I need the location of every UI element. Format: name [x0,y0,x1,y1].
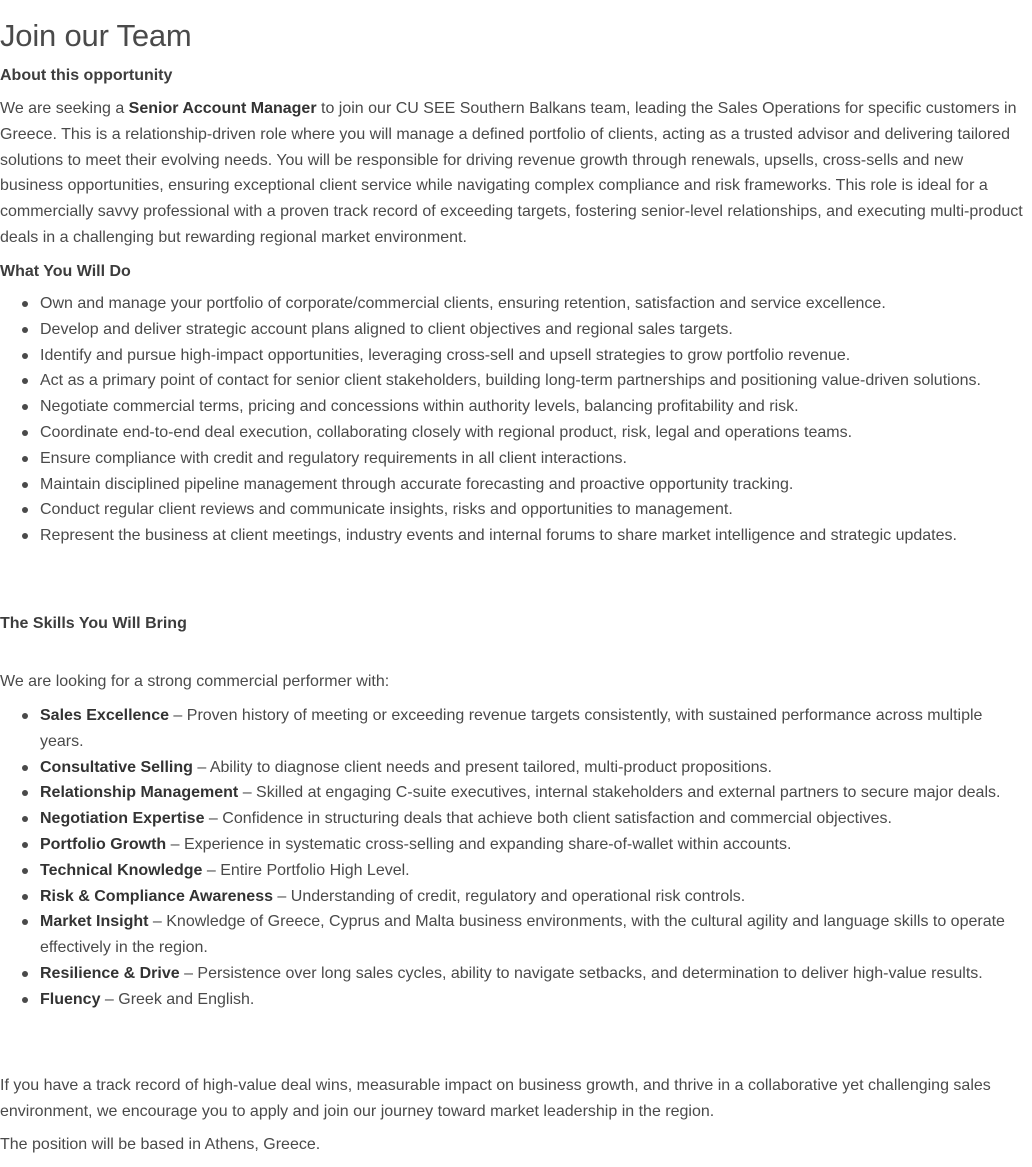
skill-desc: – Understanding of credit, regulatory and operational risk controls. [272,887,746,905]
list-item: Coordinate end-to-end deal execution, collaborating closely with regional product, risk, legal and operations teams. [0,420,1030,446]
list-item: Represent the business at client meetings, industry events and internal forums to share market intelligence and strategic updates. [0,523,1030,549]
list-item [0,806,1030,832]
skill-desc: – Skilled at engaging C-suite executives, internal stakeholders and external partners to secure major deals. [238,784,1001,802]
list-item: Maintain disciplined pipeline management through accurate forecasting and proactive opportunity tracking. [0,472,1030,498]
about-intro-before: We are seeking a [0,100,129,117]
list-item: Develop and deliver strategic account plans aligned to client objectives and regional sales targets. [0,317,1030,343]
list-item [0,961,1030,987]
page-title: Join our Team [0,18,192,53]
list-item: Identify and pursue high-impact opportunities, leveraging cross-sell and upsell strategies to grow portfolio revenue. [0,343,1030,369]
skill-term: Risk & Compliance Awareness [40,887,273,905]
list-item [0,780,1030,806]
list-item: Conduct regular client reviews and communicate insights, risks and opportunities to management. [0,497,1030,523]
list-item [0,909,1030,961]
list-item: Own and manage your portfolio of corporate/commercial clients, ensuring retention, satisfaction and service excellence. [0,291,1030,317]
list-item [0,884,1030,910]
list-item: Act as a primary point of contact for senior client stakeholders, building long-term partnerships and positioning value-driven solutions. [0,368,1030,394]
skill-term: Portfolio Growth [40,835,167,853]
list-item [0,858,1030,884]
skill-term: Negotiation Expertise [40,810,205,828]
skills-lead: We are looking for a strong commercial performer with: [0,673,390,690]
skill-desc: – Entire Portfolio High Level. [202,861,410,879]
skill-term: Resilience & Drive [40,964,180,982]
skill-desc: – Proven history of meeting or exceeding revenue targets consistently, with sustained performance across multiple years. [40,707,983,750]
skill-desc: – Knowledge of Greece, Cyprus and Malta business environments, with the cultural agility and language skills to operate effectively in the region. [40,913,1005,957]
list-item [0,987,1030,1013]
skill-desc: – Experience in systematic cross-selling and expanding share-of-wallet within accounts. [166,835,792,853]
about-intro-after: to join our CU SEE Southern Balkans team, leading the Sales Operations for specific customers in Greece. This is a relationship-driven role where you will manage a defined portfolio of clients, acting as a trusted advisor and delivering tailored solutions to meet their evolving needs. You will be responsible for driving revenue growth through renewals, upsells, cross-sells and new business opportunities, ensuring exceptional client service while navigating complex compliance and risk frameworks. This role is ideal for a commercially savvy professional with a proven track record of exceeding targets, fostering senior-level relationships, and executing multi-product deals in a challenging but rewarding regional market environment. [0,100,1023,246]
skill-desc: – Ability to diagnose client needs and present tailored, multi-product propositions. [192,758,772,776]
skill-term: Relationship Management [40,784,239,802]
skill-term: Fluency [40,990,101,1008]
list-item [0,832,1030,858]
skills-heading: The Skills You Will Bring [0,615,187,632]
about-heading: About this opportunity [0,67,173,84]
skill-desc: – Persistence over long sales cycles, ability to navigate setbacks, and determination to deliver high-value results. [179,964,983,982]
skill-desc: – Confidence in structuring deals that achieve both client satisfaction and commercial objectives. [204,810,892,828]
role-title: Senior Account Manager [128,100,317,117]
skill-term: Sales Excellence [40,707,169,724]
list-item [0,755,1030,781]
skill-term: Technical Knowledge [40,861,203,879]
list-item [0,703,1030,755]
skill-term: Consultative Selling [40,758,193,776]
what-heading: What You Will Do [0,263,131,280]
location-text: The position will be based in Athens, Greece. [0,1136,321,1153]
skill-desc: – Greek and English. [100,990,255,1008]
list-item: Negotiate commercial terms, pricing and concessions within authority levels, balancing profitability and risk. [0,394,1030,420]
skill-term: Market Insight [40,913,149,931]
skills-list [0,703,1030,1013]
list-item: Ensure compliance with credit and regulatory requirements in all client interactions. [0,446,1030,472]
responsibilities-list [0,291,1030,549]
about-paragraph [0,96,1030,251]
closing-paragraph: If you have a track record of high-value deal wins, measurable impact on business growth, and thrive in a collaborative yet challenging sales environment, we encourage you to apply and join our journey toward market leadership in the region. [0,1077,991,1120]
